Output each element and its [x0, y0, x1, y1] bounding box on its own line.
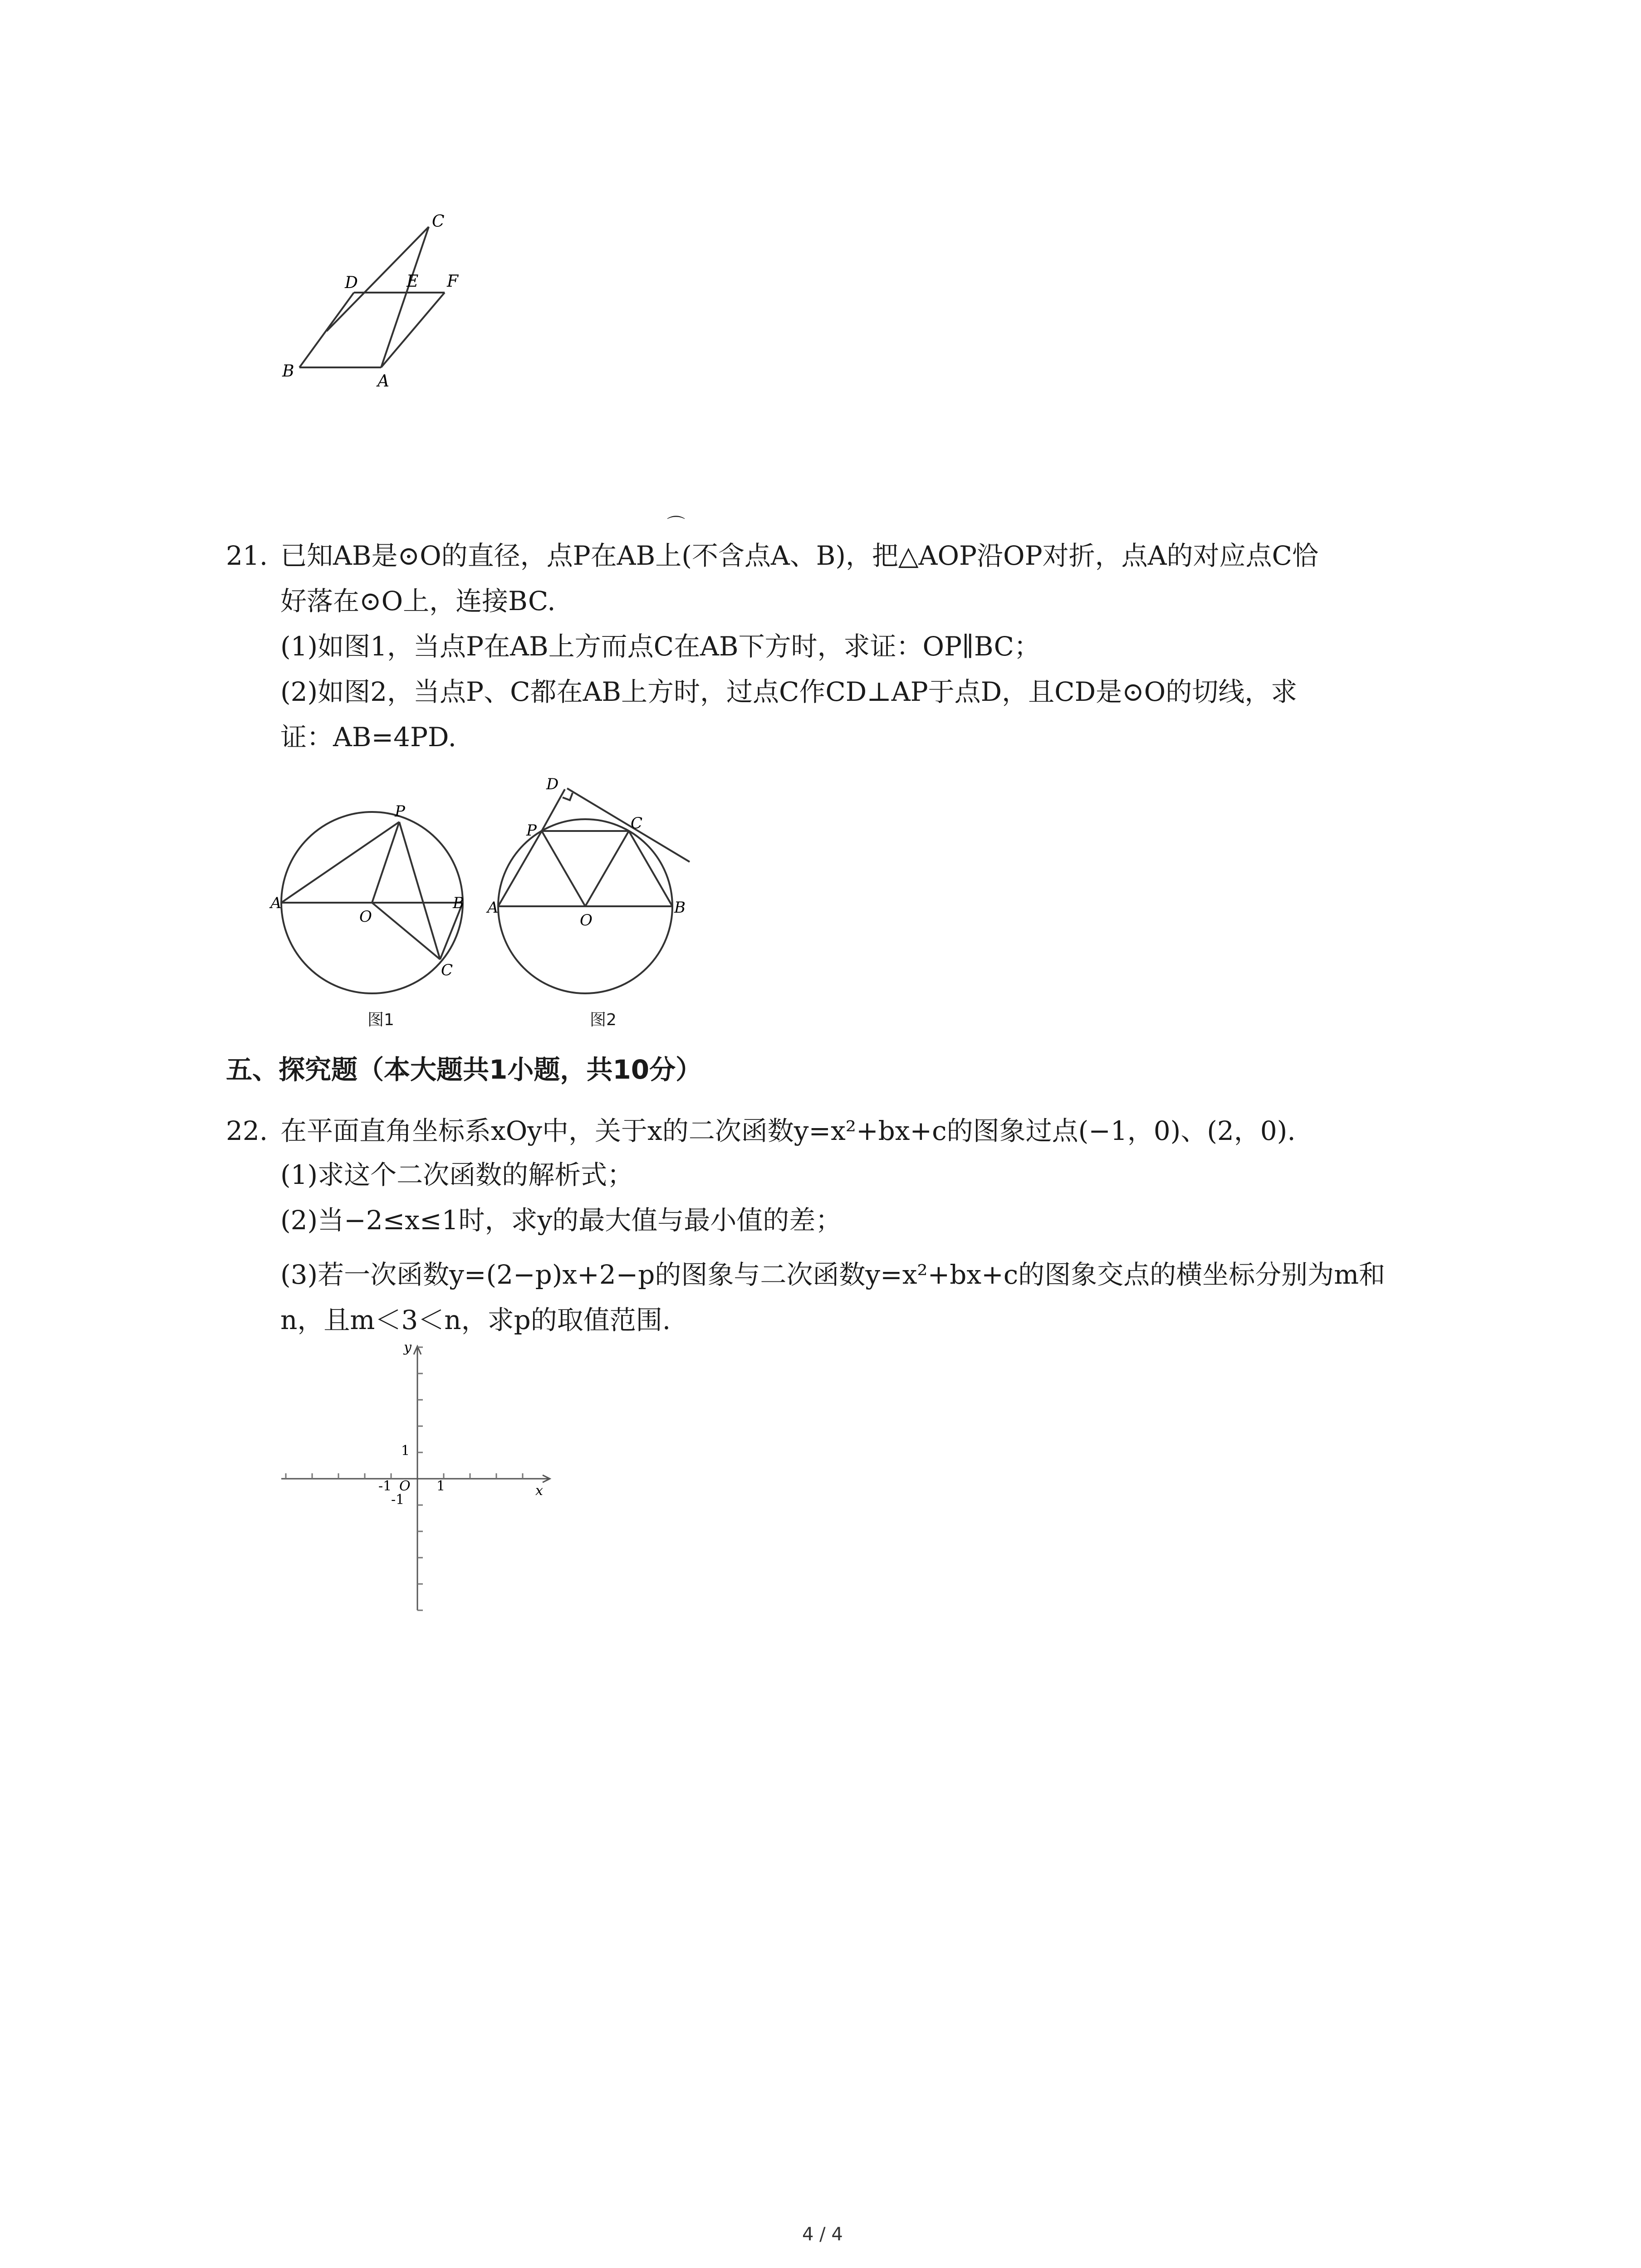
- axis-x-label: x: [535, 1483, 543, 1499]
- fig1-label-p: P: [395, 802, 405, 821]
- q22-line-5: n，且m＜3＜n，求p的取值范围.: [280, 1305, 671, 1335]
- q21-line-2: 好落在⊙O上，连接BC.: [280, 586, 556, 616]
- tick-one-x: 1: [436, 1478, 446, 1494]
- fig2-label-d: D: [546, 775, 559, 793]
- q22-number: 22.: [226, 1115, 268, 1146]
- fig2-label-o: O: [580, 911, 593, 929]
- q21-line-5: 证：AB=4PD.: [280, 722, 456, 753]
- label-a: A: [377, 372, 389, 391]
- fig2-label-a: A: [487, 899, 499, 917]
- q22-line-1: 在平面直角坐标系xOy中，关于x的二次函数y=x²+bx+c的图象过点(−1，0)、(2，0).: [280, 1115, 1296, 1146]
- q21-line-4: (2)如图2，当点P、C都在AB上方时，过点C作CD⊥AP于点D，且CD是⊙O的切线，求: [280, 676, 1298, 707]
- fig2-label-c: C: [631, 814, 643, 832]
- q21-number: 21.: [226, 540, 268, 571]
- label-b: B: [282, 362, 294, 381]
- q21-line-3: (1)如图1，当点P在AB上方而点C在AB下方时，求证：OP∥BC；: [280, 631, 1040, 662]
- figure-2: [487, 771, 703, 998]
- fig2-label-p: P: [526, 821, 537, 840]
- fig1-label-o: O: [359, 908, 372, 926]
- label-e: E: [407, 272, 419, 291]
- label-c: C: [432, 212, 445, 231]
- q22-line-2: (1)求这个二次函数的解析式；: [280, 1159, 634, 1190]
- axis-y-label: y: [404, 1339, 411, 1355]
- section-5-title: 五、探究题（本大题共1小题，共10分）: [226, 1054, 702, 1085]
- q21-line-1: 已知AB是⊙O的直径，点P在AB上(不含点A、B)，把△AOP沿OP对折，点A的对应点C恰: [280, 540, 1318, 571]
- fig2-label-b: B: [674, 899, 686, 917]
- fig2-caption: 图2: [590, 1011, 617, 1029]
- label-f: F: [447, 272, 458, 291]
- origin-label: O: [399, 1478, 411, 1494]
- fig1-label-a: A: [270, 894, 282, 912]
- arc-mark: ⌒: [667, 515, 685, 536]
- fig1-label-b: B: [453, 894, 464, 912]
- q22-line-4: (3)若一次函数y=(2−p)x+2−p的图象与二次函数y=x²+bx+c的图象交点的横坐标分别为m和: [280, 1259, 1386, 1290]
- tick-neg-one-x: -1: [378, 1478, 392, 1494]
- page-number: 4 / 4: [802, 2224, 843, 2245]
- fig1-caption: 图1: [367, 1011, 394, 1029]
- figure-top: [272, 209, 490, 399]
- q22-line-3: (2)当−2≤x≤1时，求y的最大值与最小值的差；: [280, 1205, 842, 1236]
- fig1-label-c: C: [441, 961, 453, 979]
- label-d: D: [345, 274, 358, 292]
- figure-1: [272, 803, 472, 1016]
- tick-one-y: 1: [401, 1443, 410, 1459]
- tick-neg-one-y: -1: [391, 1492, 405, 1508]
- coordinate-axes: [272, 1339, 563, 1615]
